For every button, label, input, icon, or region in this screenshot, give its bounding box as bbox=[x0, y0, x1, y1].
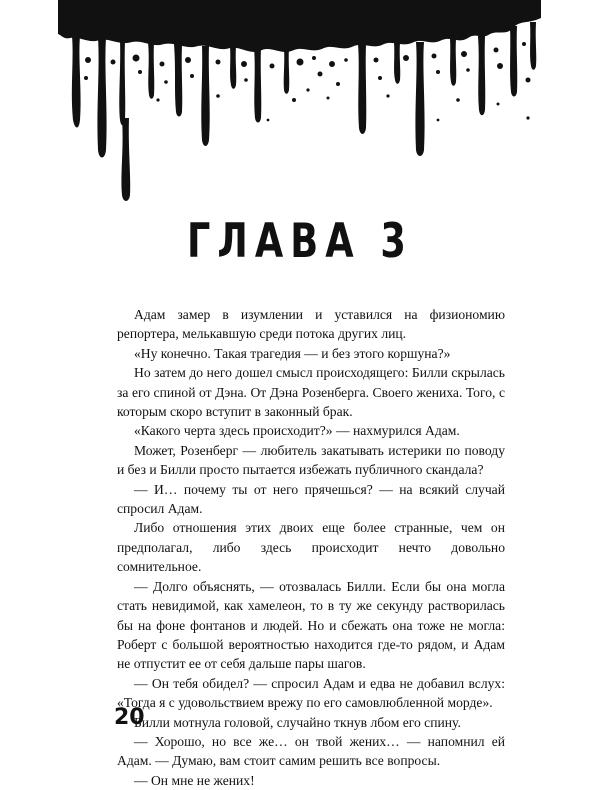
paragraph: Адам замер в изумлении и уставился на физиономию репортера, мелькавшую среди потока других лиц. bbox=[117, 307, 505, 342]
paragraph: — Хорошо, но все же… он твой жених… — напомнил ей Адам. — Думаю, вам стоит самим решить все вопросы. bbox=[117, 733, 505, 769]
paragraph: — Он мне не жених! bbox=[134, 772, 255, 788]
paragraph: «Ну конечно. Такая трагедия — и без этого коршуна?» bbox=[134, 345, 451, 361]
chapter-body bbox=[117, 305, 505, 790]
paragraph: — Он тебя обидел? — спросил Адам и едва не добавил вслух: «Тогда я с удовольствием врежу по его самовлюбленной морде». bbox=[117, 675, 505, 711]
paragraph: — И… почему ты от него прячешься? — на всякий случай спросил Адам. bbox=[117, 481, 505, 517]
paragraph: Билли мотнула головой, случайно ткнув лбом его спину. bbox=[134, 714, 461, 730]
paragraph: «Какого черта здесь происходит?» — нахмурился Адам. bbox=[134, 423, 460, 439]
paragraph: — Долго объяснять, — отозвалась Билли. Если бы она могла стать невидимой, как хамелеон, то в ту же секунду растворилась бы на фоне фонтанов и людей. Но и сбежать она тоже не могла: Роберт с большой вероятностью находится где-то рядом, и Адам не отпустит ее от себя дальше пары шагов. bbox=[117, 578, 505, 672]
paragraph: Либо отношения этих двоих еще более странные, чем он предполагал, либо здесь происходит нечто довольно сомнительное. bbox=[117, 520, 505, 575]
page-number: 20 bbox=[114, 705, 145, 730]
paragraph: Может, Розенберг — любитель закатывать истерики по поводу и без и Билли просто пытается избежать публичного скандала? bbox=[117, 442, 505, 478]
chapter-title: ГЛАВА 3 bbox=[187, 214, 413, 269]
ink-splatter-illustration bbox=[58, 0, 541, 210]
paragraph: Но затем до него дошел смысл происходящего: Билли скрылась за его спиной от Дэна. От Дэна Розенберга. Своего жениха. Того, с которым скоро вступит в законный брак. bbox=[117, 365, 505, 420]
